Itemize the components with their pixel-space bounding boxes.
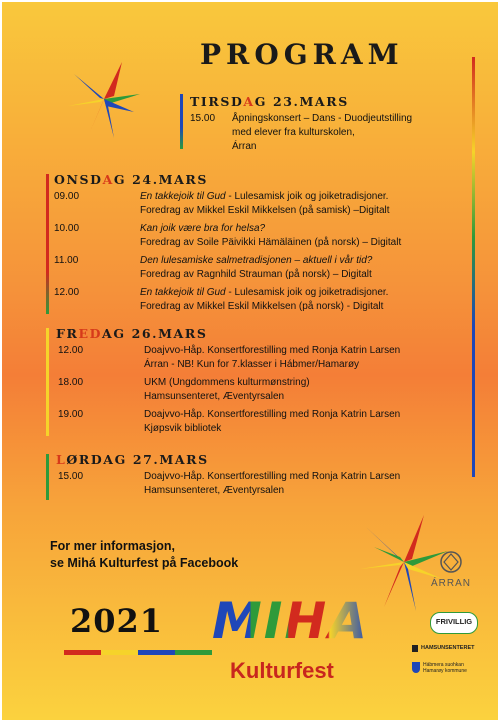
frivillig-label: FRIVILLIG	[435, 617, 473, 626]
event-saturday-1: 15.00 Doajvvo-Håp. Konsertforestilling med Ronja Katrin Larsen Hamsunsenteret, Æventyrsalen	[58, 471, 401, 496]
event-desc-line: med elever fra kulturskolen,	[232, 127, 355, 138]
frivillig-badge	[430, 612, 478, 634]
event-friday-1: 12.00 Doajvvo-Håp. Konsertforestilling med Ronja Katrin Larsen Árran - NB! Kun for 7.klasser i Hábmer/Hamarøy	[58, 345, 401, 370]
stripe-red	[64, 650, 101, 655]
event-desc-line: Åpningskonsert – Dans - Duodjeutstilling	[232, 113, 413, 124]
event-desc-line: Árran	[232, 141, 257, 152]
day-bar-saturday	[46, 454, 49, 500]
hamsun-logo	[412, 644, 475, 654]
event-tuesday-1	[190, 112, 490, 154]
day-heading-friday: FREDAG 26.MARS	[56, 326, 208, 341]
event-friday-2: 18.00 UKM (Ungdommens kulturmønstring) Hamsunsenteret, Æventyrsalen	[58, 377, 310, 402]
page-title: PROGRAM	[200, 38, 404, 71]
day-heading-tuesday: TIRSDAG 23.MARS	[190, 94, 349, 109]
arran-logo-text: ÁRRAN	[430, 578, 471, 589]
stripe-yellow	[101, 650, 138, 655]
event-friday-3: 19.00 Doajvvo-Håp. Konsertforestilling med Ronja Katrin Larsen Kjøpsvik bibliotek	[58, 409, 401, 434]
event-wednesday-2: 10.00 Kan joik være bra for helsa? Foredrag av Soile Päivikki Hämäläinen (på norsk) – Digitalt	[54, 223, 402, 248]
kommune-logo: Hábmera suohkan Hamarøy kommune	[412, 662, 472, 682]
side-bar-right-1	[472, 57, 475, 152]
event-time: 15.00	[190, 113, 216, 124]
brand-logo-miha: MIHA	[212, 592, 369, 650]
hamsun-icon	[412, 645, 418, 652]
stripe-green	[175, 650, 212, 655]
year: 2021	[70, 602, 164, 640]
event-wednesday-4: 12.00 En takkejoik til Gud - Lulesamisk joik og joiketradisjoner. Foredrag av Mikkel Eskil Mikkelsen (på norsk) - Digitalt	[54, 287, 389, 312]
side-bar-right-3	[472, 237, 475, 327]
kommune-shield-icon	[412, 662, 420, 673]
day-heading-saturday: LØRDAG 27.MARS	[56, 452, 209, 467]
day-bar-wednesday	[46, 174, 49, 314]
hamsun-label: HAMSUNSENTERET	[421, 645, 475, 651]
day-bar-tuesday	[180, 94, 183, 149]
brand-subtitle: Kulturfest	[230, 658, 334, 683]
arran-logo-icon	[438, 550, 464, 574]
day-heading-wednesday: ONSDAG 24.MARS	[54, 172, 209, 187]
stripe-blue	[138, 650, 175, 655]
day-bar-friday	[46, 328, 49, 436]
event-wednesday-1: 09.00 En takkejoik til Gud - Lulesamisk joik og joiketradisjoner. Foredrag av Mikkel Eskil Mikkelsen (på samisk) –Digitalt	[54, 191, 390, 216]
info-text: For mer informasjon, se Mihá Kulturfest på Facebook	[50, 539, 239, 570]
side-bar-right-2	[472, 152, 475, 237]
miha-flower-logo-top	[64, 54, 144, 144]
event-wednesday-3: 11.00 Den lulesamiske salmetradisjonen – aktuell i vår tid? Foredrag av Ragnhild Strauman (på norsk) – Digitalt	[54, 255, 373, 280]
